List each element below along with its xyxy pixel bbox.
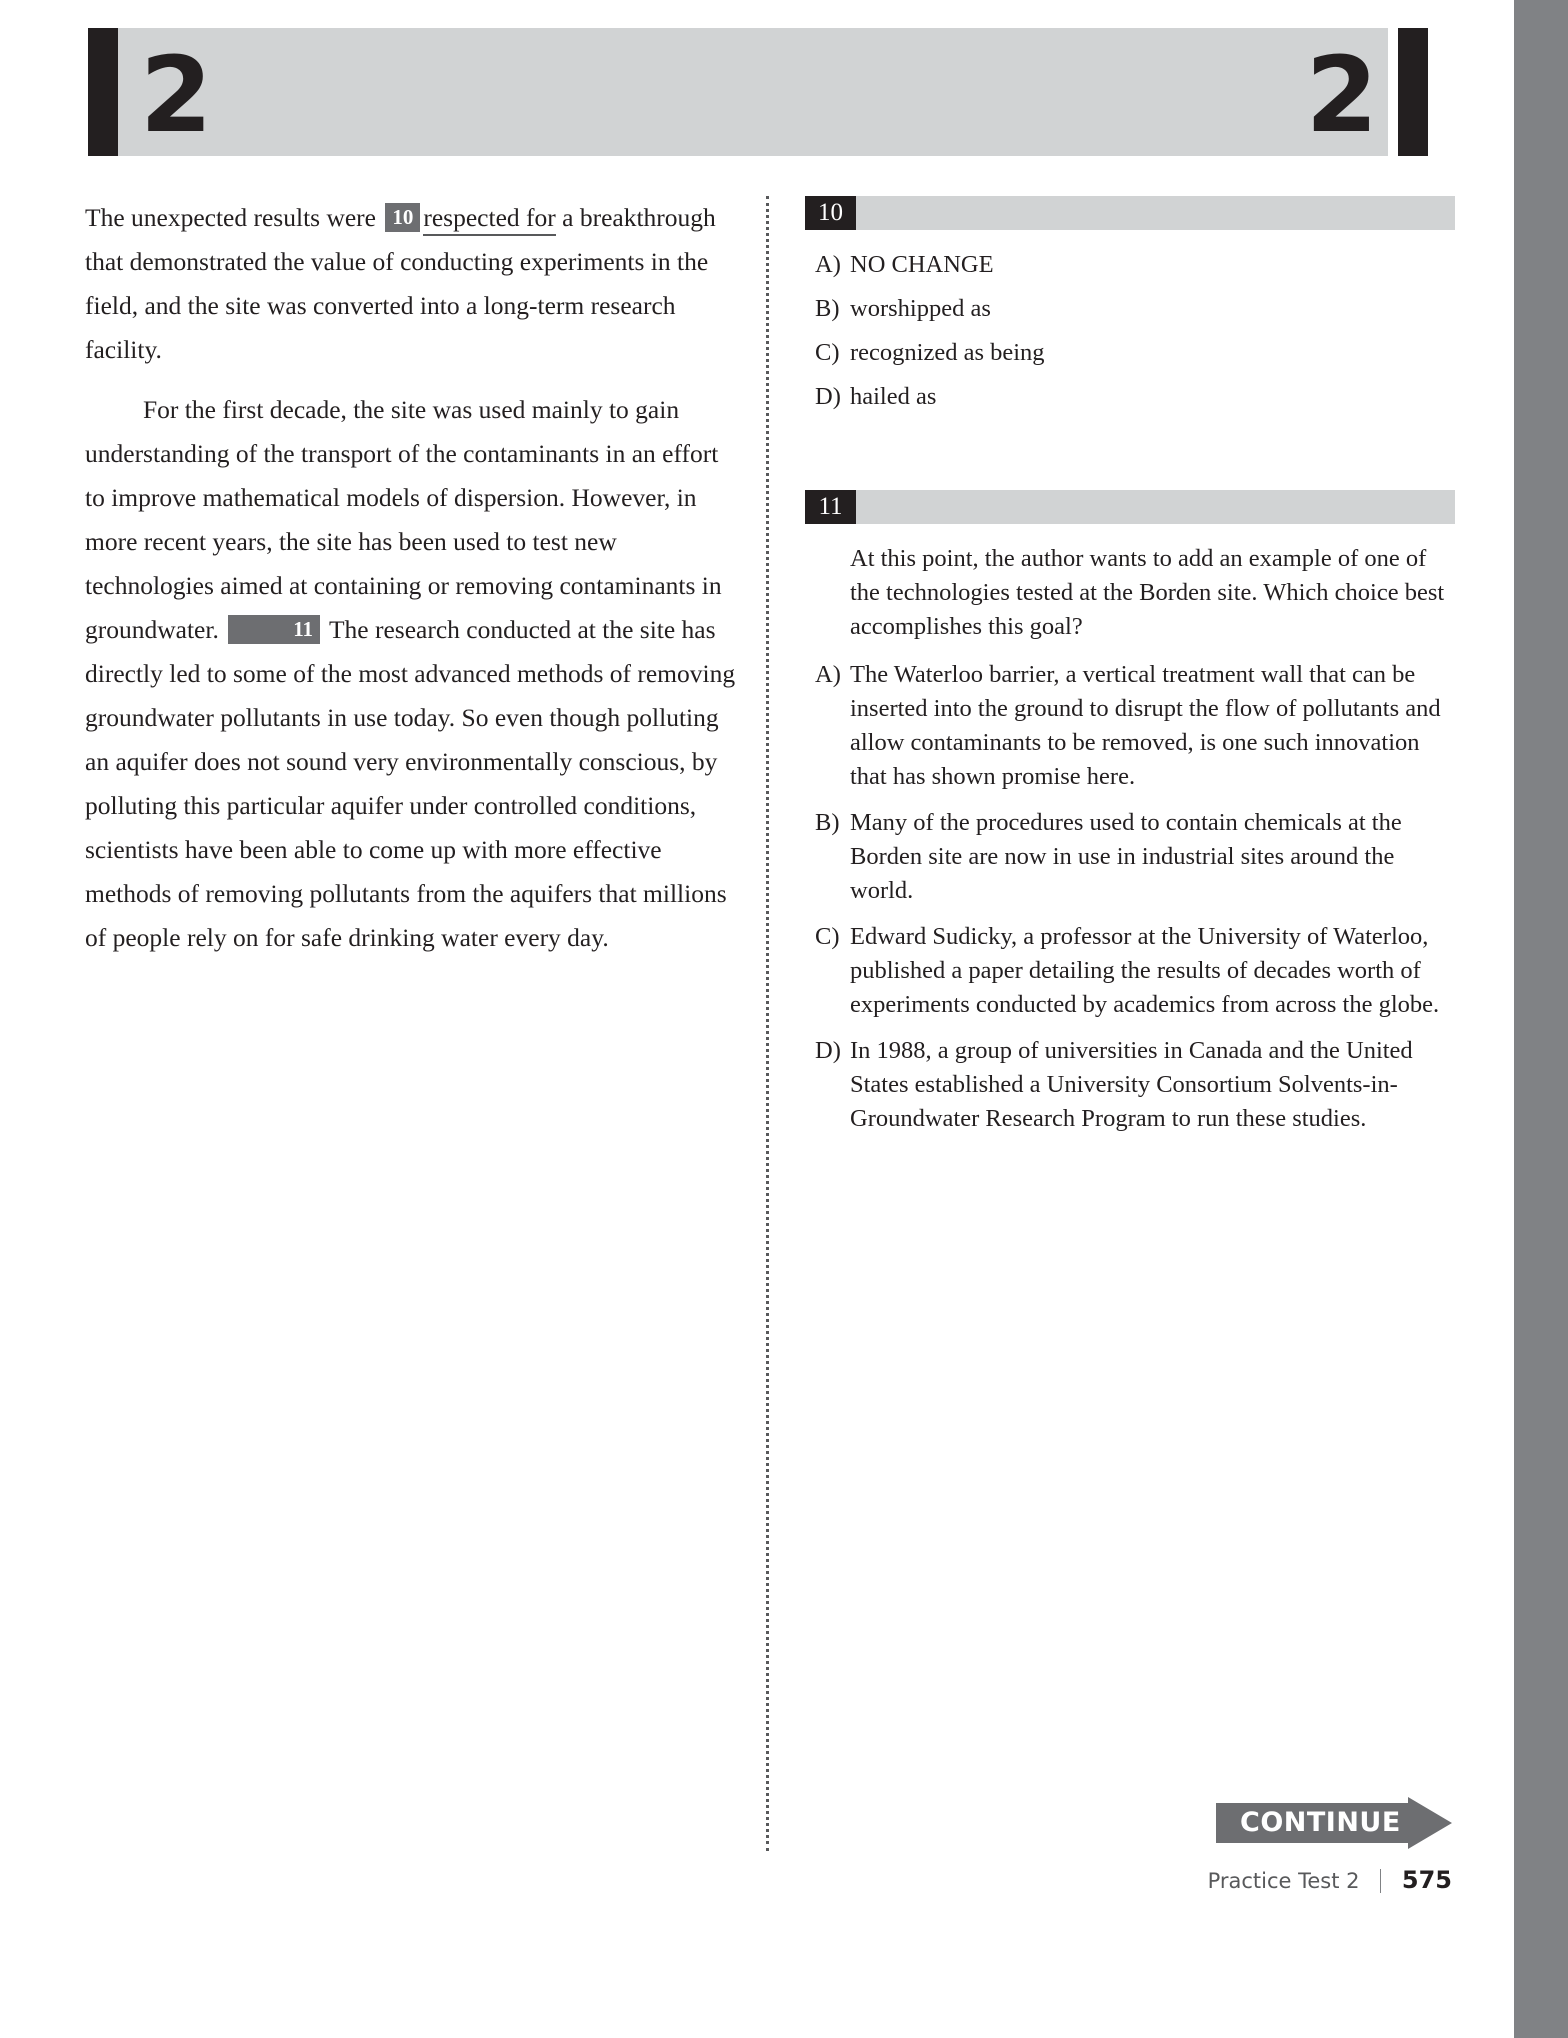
- continue-label: CONTINUE: [1240, 1807, 1401, 1838]
- answer-choice-text: Edward Sudicky, a professor at the University of Waterloo, published a paper detailing the results of decades worth of experiments conducted by academics from across the globe.: [850, 923, 1440, 1018]
- section-header: [88, 28, 1428, 156]
- answer-choice-text: recognized as being: [850, 339, 1045, 366]
- answer-choice-text: In 1988, a group of universities in Canada and the United States established a University Consortium Solvents-in-Groundwater Research Program to run these studies.: [850, 1037, 1413, 1132]
- question-number-badge: 10: [805, 196, 856, 230]
- answer-choice[interactable]: [805, 292, 1455, 326]
- question-number-badge: 11: [805, 490, 856, 524]
- answer-choice[interactable]: [805, 380, 1455, 414]
- answer-choice-letter: C): [815, 923, 840, 950]
- footer-meta: [1000, 1866, 1452, 1895]
- column-divider: [766, 196, 769, 1851]
- question-spacer: [805, 424, 1455, 490]
- answer-choice-text: NO CHANGE: [850, 251, 994, 278]
- question-stem: At this point, the author wants to add an example of one of the technologies tested at the Borden site. Which choice best accomplishes this goal?: [850, 545, 1445, 640]
- answer-choice-text: hailed as: [850, 383, 937, 410]
- page-edge-bar: [1514, 0, 1568, 2038]
- answer-choice-letter: C): [815, 339, 840, 366]
- answer-choice[interactable]: [805, 248, 1455, 282]
- answer-choice-text: Many of the procedures used to contain chemicals at the Borden site are now in use in industrial sites around the world.: [850, 809, 1402, 904]
- answer-choice[interactable]: [805, 1034, 1455, 1136]
- passage-text-run: For the first decade, the site was used mainly to gain understanding of the transport of the contaminants in an effort to improve mathematical models of dispersion. However, in more recent years, the site has been used to test new technologies aimed at containing or removing contaminants in groundwater.: [85, 395, 722, 644]
- answer-choice-letter: A): [815, 661, 841, 688]
- answer-choice-text: worshipped as: [850, 295, 991, 322]
- inline-question-number-badge[interactable]: 10: [385, 203, 420, 232]
- section-number-left: 2: [140, 34, 211, 156]
- passage-paragraph: [85, 196, 740, 372]
- passage-text-run: a breakthrough that demonstrated the value of conducting experiments in the field, and the site was converted into a long-term research facility.: [85, 203, 716, 364]
- answer-choice-letter: A): [815, 251, 841, 278]
- header-right-rule: [1398, 28, 1428, 156]
- answer-choice[interactable]: [805, 658, 1455, 794]
- answer-choice-letter: D): [815, 1037, 841, 1064]
- passage-text-run: The unexpected results were: [85, 203, 383, 232]
- header-left-rule: [88, 28, 118, 156]
- answer-choice-list: [805, 248, 1455, 414]
- answer-choice[interactable]: [805, 920, 1455, 1022]
- continue-banner: [1216, 1797, 1452, 1849]
- answer-choice-letter: B): [815, 809, 840, 836]
- question-header-bar: [805, 196, 1455, 230]
- underlined-passage-text: respected for: [423, 203, 555, 236]
- passage-column: [85, 196, 740, 976]
- answer-choice-text: The Waterloo barrier, a vertical treatment wall that can be inserted into the ground to disrupt the flow of pollutants and allow contaminants to be removed, is one such innovation that has shown promise here.: [850, 661, 1441, 790]
- passage-body: [85, 196, 740, 960]
- footer-page-number: 575: [1401, 1866, 1452, 1894]
- answer-choice-letter: B): [815, 295, 840, 322]
- passage-paragraph: [85, 388, 740, 960]
- section-number-right: 2: [1305, 34, 1376, 156]
- questions-column: [805, 196, 1455, 1148]
- question-header-bar: [805, 490, 1455, 524]
- passage-text-run: The research conducted at the site has directly led to some of the most advanced methods of removing groundwater pollutants in use today. So even though polluting an aquifer does not sound very environmentally conscious, by polluting this particular aquifer under controlled conditions, scientists have been able to come up with more effective methods of removing pollutants from the aquifers that millions of people rely on for safe drinking water every day.: [85, 615, 736, 952]
- answer-choice-letter: D): [815, 383, 841, 410]
- answer-choice[interactable]: [805, 336, 1455, 370]
- footer-separator: [1380, 1869, 1381, 1893]
- answer-choice[interactable]: [805, 806, 1455, 908]
- answer-choice-list: [805, 658, 1455, 1136]
- question-block: [805, 490, 1455, 1136]
- header-band: [118, 28, 1388, 156]
- footer-test-label: Practice Test 2: [1207, 1869, 1360, 1893]
- question-block: [805, 196, 1455, 414]
- inline-question-number-badge[interactable]: 11: [228, 615, 320, 644]
